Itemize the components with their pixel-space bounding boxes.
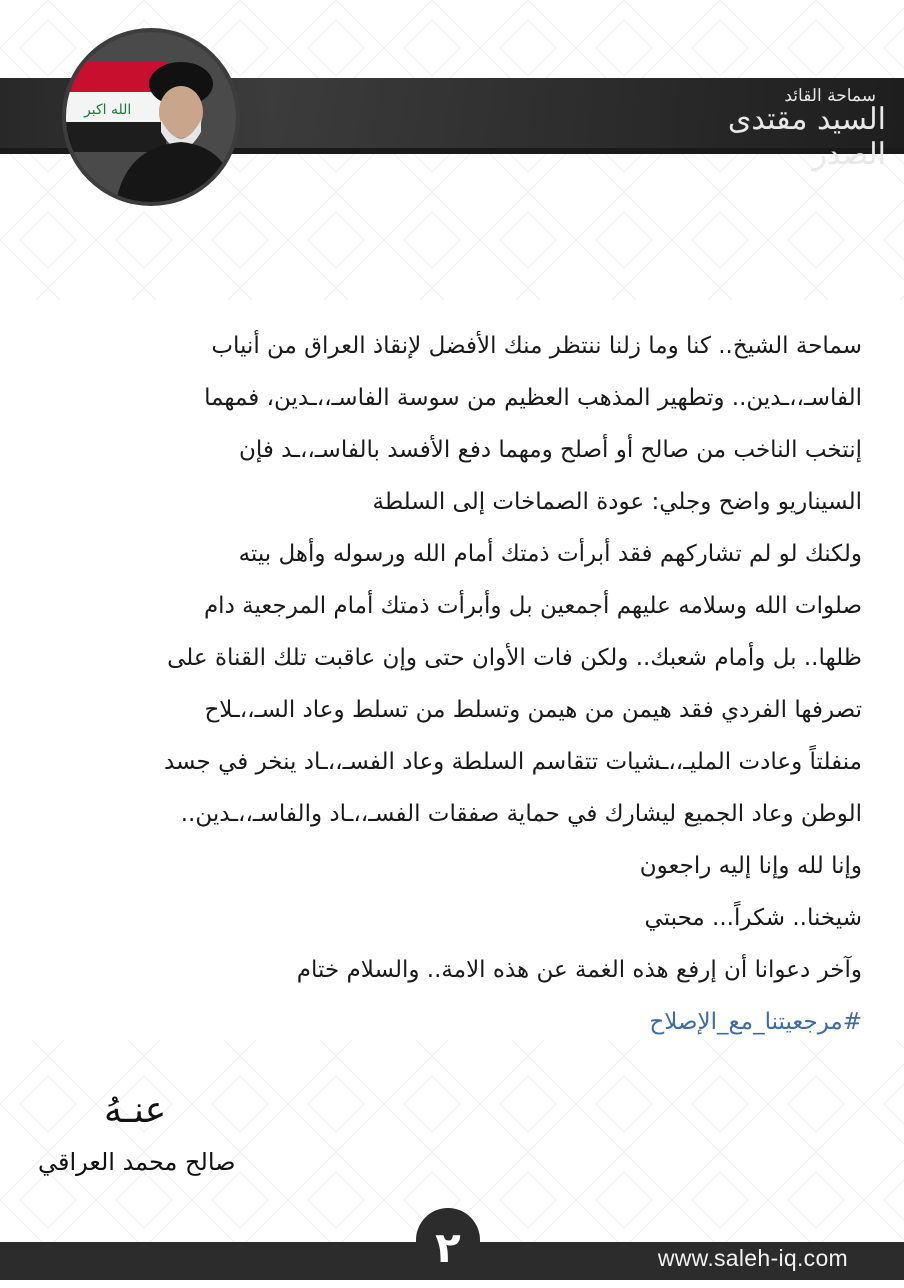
calligraphy-logo [676,80,886,172]
body-line: سماحة الشيخ.. كنا وما زلنا ننتظر منك الأفضل لإنقاذ العراق من أنياب [211,333,862,359]
body-line: الوطن وعاد الجميع ليشارك في حماية صفقات الفسـ،،ـاد والفاسـ،،ـدين.. [180,801,862,827]
body-line: ولكنك لو لم تشاركهم فقد أبرأت ذمتك أمام الله ورسوله وأهل بيته [238,541,862,567]
page-number-tab [416,1208,480,1280]
body-line: ظلها.. بل وأمام شعبك.. ولكن فات الأوان حتى وإن عاقبت تلك القناة على [167,645,862,671]
page-number: ٢ [435,1223,461,1272]
body-line: وإنا لله وإنا إليه راجعون [639,853,862,879]
portrait-photo [66,32,236,202]
body-line: شيخنا.. شكراً... محبتي [644,905,862,931]
body-line: السيناريو واضح وجلي: عودة الصماخات إلى السلطة [372,489,862,515]
article-body [38,320,862,1048]
body-line: تصرفها الفردي فقد هيمن من هيمن وتسلط من تسلط وعاد السـ،،ـلاح [204,697,862,723]
body-line: الفاسـ،،ـدين.. وتطهير المذهب العظيم من سوسة الفاسـ،،ـدين، فمهما [204,385,862,411]
body-line: صلوات الله وسلامه عليهم أجمعين بل وأبرأت ذمتك أمام المرجعية دام [203,593,862,619]
svg-text:الله اكبر: الله اكبر [84,102,132,118]
signature-an: عنـهُ [104,1090,167,1131]
website-url[interactable]: www.saleh-iq.com [657,1245,848,1271]
calligraphy-name: السيد مقتدى الصدر [727,102,886,172]
hashtag-link[interactable]: #مرجعيتنا_مع_الإصلاح [649,1009,862,1035]
body-line: إنتخب الناخب من صالح أو أصلح ومهما دفع الأفسد بالفاسـ،،ـد فإن [238,437,862,463]
body-line: وآخر دعوانا أن إرفع هذه الغمة عن هذه الامة.. والسلام ختام [296,957,862,983]
signature-name: صالح محمد العراقي [38,1148,236,1176]
calligraphy-title: سماحة القائد [784,86,876,106]
body-line: منفلتاً وعادت المليـ،،ـشيات تتقاسم السلطة وعاد الفسـ،،ـاد ينخر في جسد [163,749,862,775]
